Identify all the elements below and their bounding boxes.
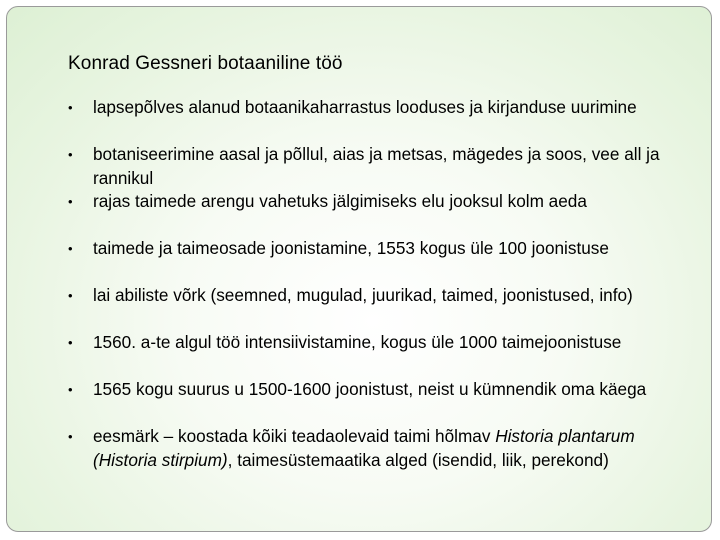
- slide-title: Konrad Gessneri botaaniline töö: [68, 53, 343, 74]
- bullet-text: rajas taimede arengu vahetuks jälgimiseks elu jooksul kolm aeda: [93, 191, 587, 211]
- book-title: Historia plantarum (Historia stirpium): [93, 426, 635, 470]
- bullet-item: [68, 378, 668, 425]
- bullet-list: [68, 96, 668, 496]
- bullet-icon: •: [68, 241, 73, 256]
- bullet-icon: •: [68, 147, 73, 162]
- bullet-icon: •: [68, 100, 73, 115]
- bullet-text: 1560. a-te algul töö intensiivistamine, kogus üle 1000 taimejoonistuse: [93, 332, 622, 352]
- bullet-item: [68, 143, 668, 190]
- bullet-icon: •: [68, 429, 73, 444]
- bullet-text: 1565 kogu suurus u 1500-1600 joonistust, neist u kümnendik oma käega: [93, 379, 647, 399]
- bullet-item: [68, 237, 668, 284]
- bullet-item: [68, 190, 668, 237]
- bullet-item: [68, 331, 668, 378]
- bullet-item: [68, 96, 668, 143]
- slide: [6, 6, 712, 532]
- bullet-text: taimede ja taimeosade joonistamine, 1553 kogus üle 100 joonistuse: [93, 238, 609, 258]
- bullet-text: [93, 425, 668, 472]
- bullet-icon: •: [68, 335, 73, 350]
- bullet-icon: •: [68, 288, 73, 303]
- bullet-icon: •: [68, 382, 73, 397]
- bullet-text-part: , taimesüstemaatika alged (isendid, liik, perekond): [227, 449, 609, 470]
- bullet-text: lapsepõlves alanud botaanikaharrastus looduses ja kirjanduse uurimine: [93, 97, 637, 117]
- bullet-text-part: eesmärk – koostada kõiki teadaolevaid taimi hõlmav: [93, 426, 496, 446]
- bullet-text: botaniseerimine aasal ja põllul, aias ja metsas, mägedes ja soos, vee all ja rannikul: [93, 144, 660, 188]
- bullet-item: [68, 284, 668, 331]
- bullet-text: lai abiliste võrk (seemned, mugulad, juurikad, taimed, joonistused, info): [93, 285, 633, 305]
- bullet-item: [68, 425, 668, 496]
- bullet-icon: •: [68, 194, 73, 209]
